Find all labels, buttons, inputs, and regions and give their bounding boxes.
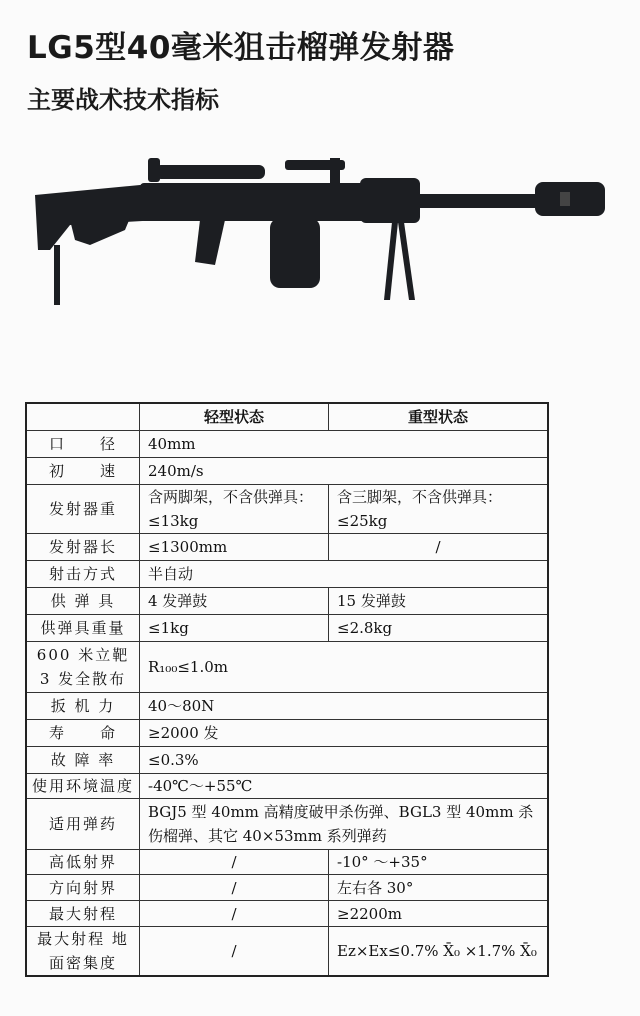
row-label: 口 径 [26, 431, 140, 458]
heavy-config-value: 15 发弹鼓 [329, 588, 549, 615]
row-label: 寿 命 [26, 720, 140, 747]
heavy-config-value: / [329, 534, 549, 561]
column-header: 重型状态 [329, 403, 549, 431]
light-config-value: / [140, 901, 329, 927]
row-label: 射击方式 [26, 561, 140, 588]
row-label: 最大射程 地面密集度 [26, 927, 140, 977]
table-row [26, 588, 548, 615]
row-label: 方向射界 [26, 875, 140, 901]
table-row [26, 485, 548, 534]
heavy-config-value: 含三脚架，不含供弹具：≤25kg [329, 485, 549, 534]
row-value: 半自动 [140, 561, 549, 588]
row-value: -40℃～+55℃ [140, 774, 549, 799]
table-row [26, 875, 548, 901]
row-label: 扳 机 力 [26, 693, 140, 720]
row-label: 供弹具重量 [26, 615, 140, 642]
row-label: 发射器长 [26, 534, 140, 561]
grenade-launcher-image [30, 150, 610, 330]
heavy-config-value: Ez×Ex≤0.7% X̄₀ ×1.7% X̄₀ [329, 927, 549, 977]
page-title: LG5型40毫米狙击榴弹发射器 [27, 30, 455, 66]
table-row [26, 901, 548, 927]
table-row [26, 774, 548, 799]
row-value: 40～80N [140, 693, 549, 720]
row-label: 供 弹 具 [26, 588, 140, 615]
row-value: BGJ5 型 40mm 高精度破甲杀伤弹、BGL3 型 40mm 杀伤榴弹、其它 40×53mm 系列弹药 [140, 799, 549, 850]
page-subtitle: 主要战术技术指标 [27, 86, 219, 114]
table-row [26, 561, 548, 588]
row-label: 发射器重 [26, 485, 140, 534]
table-header-row [26, 403, 548, 431]
light-config-value: ≤1300mm [140, 534, 329, 561]
row-value: ≥2000 发 [140, 720, 549, 747]
table-row [26, 458, 548, 485]
light-config-value: / [140, 927, 329, 977]
row-label: 最大射程 [26, 901, 140, 927]
column-header [26, 403, 140, 431]
heavy-config-value: ≥2200m [329, 901, 549, 927]
light-config-value: ≤1kg [140, 615, 329, 642]
light-config-value: / [140, 850, 329, 875]
row-label: 600 米立靶 3 发全散布 [26, 642, 140, 693]
heavy-config-value: ≤2.8kg [329, 615, 549, 642]
row-value: R₁₀₀≤1.0m [140, 642, 549, 693]
heavy-config-value: -10° ～+35° [329, 850, 549, 875]
table-row [26, 431, 548, 458]
row-value: 40mm [140, 431, 549, 458]
row-label: 使用环境温度 [26, 774, 140, 799]
heavy-config-value: 左右各 30° [329, 875, 549, 901]
row-value: ≤0.3% [140, 747, 549, 774]
row-label: 适用弹药 [26, 799, 140, 850]
light-config-value: / [140, 875, 329, 901]
specifications-table [25, 402, 549, 977]
light-config-value: 含两脚架，不含供弹具：≤13kg [140, 485, 329, 534]
table-row [26, 747, 548, 774]
row-value: 240m/s [140, 458, 549, 485]
table-row [26, 799, 548, 850]
row-label: 初 速 [26, 458, 140, 485]
table-row [26, 850, 548, 875]
table-row [26, 615, 548, 642]
light-config-value: 4 发弹鼓 [140, 588, 329, 615]
column-header: 轻型状态 [140, 403, 329, 431]
table-row [26, 720, 548, 747]
table-row [26, 534, 548, 561]
row-label: 故 障 率 [26, 747, 140, 774]
table-row [26, 642, 548, 693]
table-row [26, 693, 548, 720]
row-label: 高低射界 [26, 850, 140, 875]
table-row [26, 927, 548, 977]
